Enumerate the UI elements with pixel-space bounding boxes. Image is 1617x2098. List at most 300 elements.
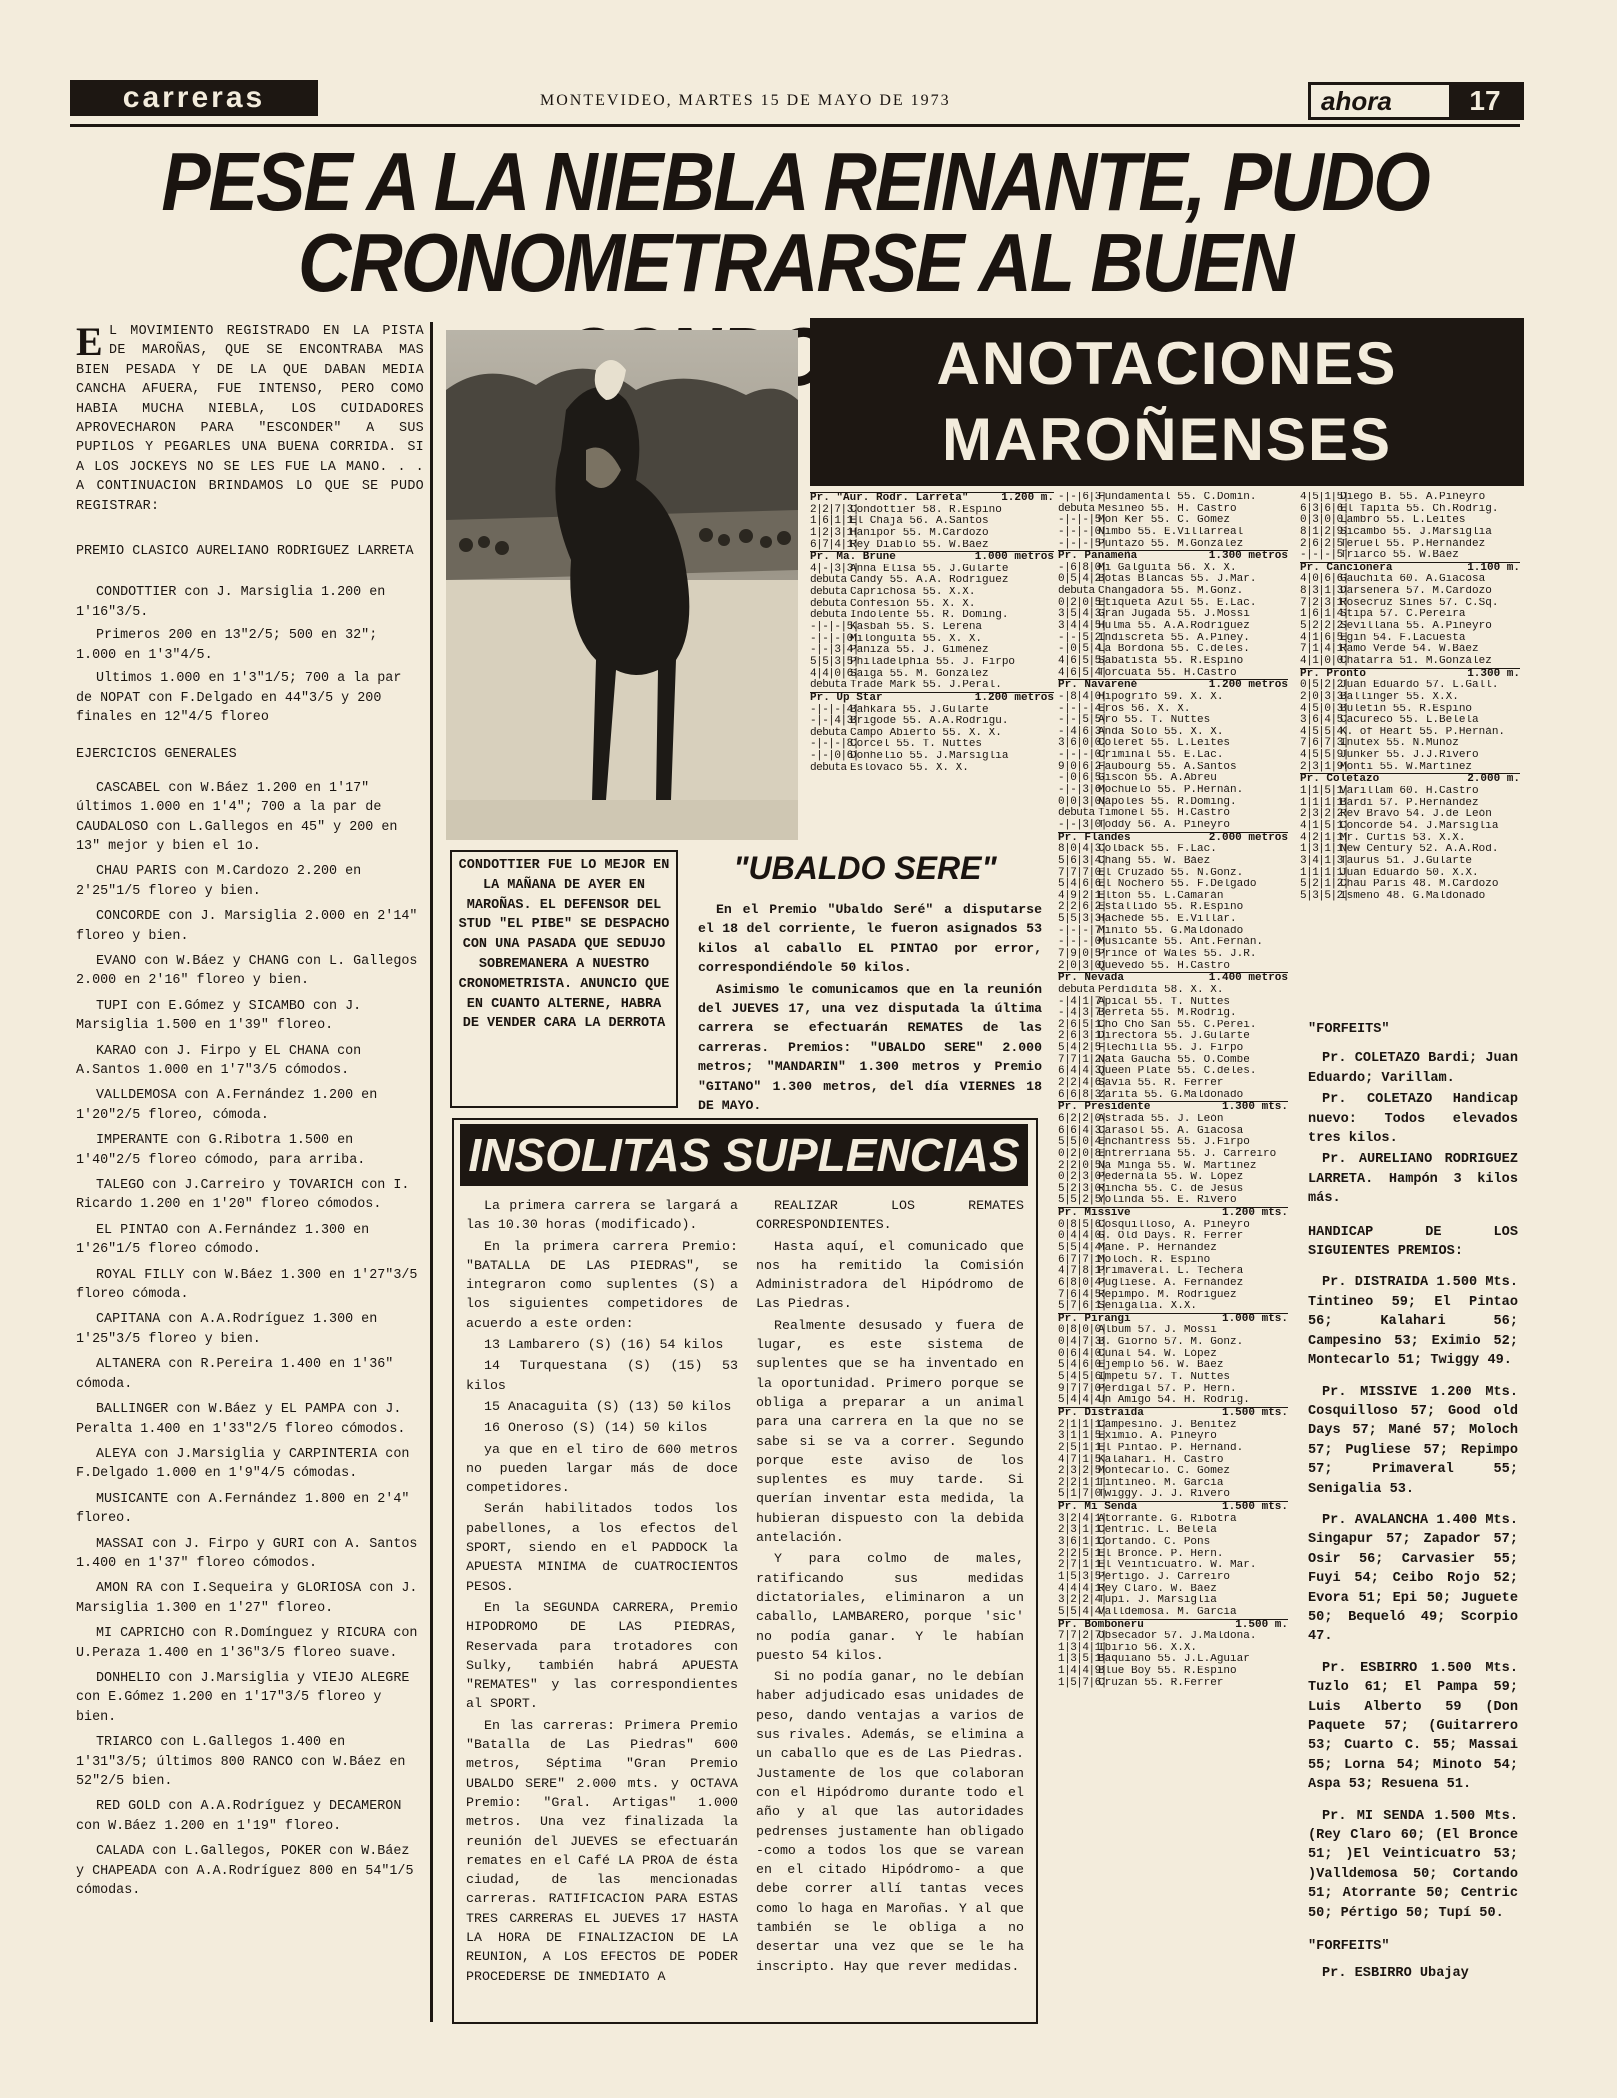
entry-form: 4|0|6|6| bbox=[1300, 573, 1349, 586]
entry-form: -|-|4|3| bbox=[810, 715, 859, 728]
ubaldo-body bbox=[698, 900, 1042, 1117]
entry-horse: Cortando. C. Pons bbox=[1098, 1537, 1211, 1549]
entry-horse: Fundamental 55. C.Domín. bbox=[1098, 492, 1257, 503]
entry-form: 4|1|6|5| bbox=[1300, 631, 1349, 644]
entry-form: -|0|6|5| bbox=[1058, 772, 1107, 785]
ejercicio-entry: AMON RA con I.Sequeira y GLORIOSA con J. Marsiglia 1.300 en 1'27" floreo. bbox=[76, 1581, 418, 1616]
entry-horse: Cacureco 55. L.Belela bbox=[1340, 715, 1479, 727]
entry-horse: Valldemosa. M. García bbox=[1098, 1606, 1237, 1618]
entry-horse: Corcel 55. T. Nuttes bbox=[850, 739, 983, 751]
race-entry bbox=[1300, 821, 1520, 833]
entry-form: 0|8|0|0| bbox=[1058, 1324, 1107, 1337]
race-distance: 1.500 m. bbox=[1235, 1618, 1288, 1631]
entry-form: 5|2|1|2| bbox=[1300, 878, 1349, 891]
entry-horse: Juan Eduardo 57. L.Gall. bbox=[1340, 680, 1499, 692]
entry-form: 2|5|1|1| bbox=[1058, 1441, 1107, 1454]
entry-form: 4|5|1|5| bbox=[1300, 492, 1349, 503]
entry-horse: Rosecruz Sines 57. C.Sq. bbox=[1340, 597, 1499, 609]
race-entry bbox=[810, 680, 1054, 692]
race-distance: 1.500 mts. bbox=[1221, 1406, 1288, 1419]
race-entry bbox=[1058, 1114, 1288, 1126]
entry-form: 3|6|0|0| bbox=[1058, 737, 1107, 750]
entry-horse: Tintineo. M. García bbox=[1098, 1477, 1224, 1489]
entry-horse: Ismeno 48. G.Maldonado bbox=[1340, 890, 1486, 902]
entry-horse: Impetu 57. T. Nuttes bbox=[1098, 1372, 1231, 1384]
entry-horse: B. Giorno 57. M. Gonz. bbox=[1098, 1337, 1244, 1349]
race-entry bbox=[810, 622, 1054, 634]
entry-horse: Chang 55. W. Báez bbox=[1098, 855, 1211, 867]
entry-horse: Rev Bravo 54. J.de León bbox=[1340, 809, 1492, 821]
entry-horse: Timonel 55. H.Castro bbox=[1098, 808, 1231, 820]
insolitas-paragraph: ya que en el tiro de 600 metros no pueden largar más de doce competidores. bbox=[466, 1441, 738, 1496]
entry-form: debuta bbox=[1058, 502, 1095, 515]
entry-form: debuta bbox=[810, 679, 847, 692]
entry-form: 9|7|7|0| bbox=[1058, 1382, 1107, 1395]
anotaciones-banner bbox=[810, 318, 1524, 486]
race-entry bbox=[1058, 1301, 1288, 1313]
insolitas-paragraph: Realmente desusado y fuera de lugar, es este sistema de suplentes que se ha inventado en la oportunidad. Primero porque se obliga a preparar a un animal para una carrera en la que no se sabe si se va a correr. Segundo porque este aviso de los suplentes es muy tarde. Si querían inventar esta medida, la hubieran dispuesto con la debida antelación. bbox=[756, 1317, 1024, 1546]
entry-form: 4|6|5|4| bbox=[1058, 666, 1107, 679]
race-distance: 1.500 mts. bbox=[1221, 1501, 1288, 1514]
entry-horse: Stipa 57. C.Pereira bbox=[1340, 609, 1466, 621]
race-entry bbox=[1058, 1090, 1288, 1102]
insolitas-paragraph: La primera carrera se largará a las 10.30 horas (modificado). bbox=[466, 1198, 738, 1233]
entry-form: debuta bbox=[810, 726, 847, 739]
entry-form: -|-|5|5| bbox=[1058, 714, 1107, 727]
entry-form: 5|5|0|4| bbox=[1058, 1136, 1107, 1149]
entry-horse: Confesión 55. X. X. bbox=[850, 598, 976, 610]
entry-form: 5|6|3|4| bbox=[1058, 854, 1107, 867]
entry-horse: Hulma 55. A.A.Rodríguez bbox=[1098, 621, 1250, 633]
entry-form: -|-|-|0| bbox=[1058, 749, 1107, 762]
entry-horse: Mochuelo 55. P.Hernán. bbox=[1098, 785, 1244, 797]
entry-form: 0|2|0|8| bbox=[1058, 1147, 1107, 1160]
entry-form: 4|1|0|0| bbox=[1300, 654, 1349, 667]
race-name: Pr. Distraida bbox=[1058, 1406, 1144, 1419]
race-entry bbox=[1058, 820, 1288, 832]
dropcap: E bbox=[76, 319, 103, 364]
ejercicio-entry: ALTANERA con R.Pereira 1.400 en 1'36" cómoda. bbox=[76, 1357, 394, 1392]
entry-form: debuta bbox=[1058, 983, 1095, 996]
race-distance: 2.000 m. bbox=[1467, 773, 1520, 786]
entry-horse: Atorrante. G. Ribotra bbox=[1098, 1513, 1237, 1525]
entry-form: 7|9|0|5| bbox=[1058, 947, 1107, 960]
insolitas-paragraph: 15 Anacaguita (S) (13) 50 kilos bbox=[484, 1398, 732, 1414]
entry-horse: Chatarra 51. M.González bbox=[1340, 655, 1492, 667]
forfeits-entry: Pr. AURELIANO RODRIGUEZ LARRETA. Hampón 3 kilos más. bbox=[1308, 1152, 1518, 1207]
entry-form: 5|5|4|4| bbox=[1058, 1242, 1107, 1254]
entry-form: 4|7|1|5| bbox=[1058, 1453, 1107, 1466]
race-entry bbox=[1300, 656, 1520, 668]
race-name: Pr. Pirangi bbox=[1058, 1312, 1131, 1325]
race-entry bbox=[1058, 1395, 1288, 1407]
entry-horse: Entrerriana 55. J. Carreiro bbox=[1098, 1148, 1277, 1160]
insolitas-paragraph: Hasta aquí, el comunicado que nos ha remitido la Comisión Administradora del Hipódromo de Las Piedras. bbox=[756, 1238, 1024, 1312]
entry-form: 1|1|1|1| bbox=[1300, 866, 1349, 879]
entry-form: -|-|-|7| bbox=[1058, 924, 1107, 937]
entry-form: 2|0|3|0| bbox=[1058, 959, 1107, 972]
entry-form: 6|6|4|3| bbox=[1058, 1124, 1107, 1137]
entry-form: -|-|-|0| bbox=[810, 632, 859, 645]
race-name: Pr. Cancionera bbox=[1300, 561, 1393, 574]
entry-horse: Cuñal 54. W. López bbox=[1098, 1348, 1217, 1360]
entry-form: 0|5|2|2| bbox=[1300, 679, 1349, 692]
ejercicio-entry: ROYAL FILLY con W.Báez 1.300 en 1'27"3/5 floreo cómoda. bbox=[76, 1267, 418, 1303]
race-entry bbox=[1058, 492, 1288, 504]
entry-horse: Donhelio 55. J.Marsiglia bbox=[850, 751, 1009, 763]
entry-horse: Condottier 58. R.Espino bbox=[850, 504, 1002, 516]
entry-horse: Senigalia. X.X. bbox=[1098, 1301, 1198, 1313]
entry-horse: Saiga 55. M. González bbox=[850, 668, 989, 680]
entry-form: -|-|-|5| bbox=[1058, 514, 1107, 527]
entry-form: 0|2|3|0| bbox=[1058, 1171, 1107, 1184]
insolitas-column-2 bbox=[756, 1196, 1024, 1978]
entry-horse: Minito 55. G.Maldonado bbox=[1098, 925, 1244, 937]
entry-horse: Etiqueta Azul 55. E.Lac. bbox=[1098, 597, 1257, 609]
race-entry bbox=[1058, 1243, 1288, 1255]
entry-horse: Brigode 55. A.A.Rodrigu. bbox=[850, 716, 1009, 728]
entry-horse: New Century 52. A.A.Rod. bbox=[1340, 844, 1499, 856]
entry-horse: Nápoles 55. R.Doming. bbox=[1098, 796, 1237, 808]
entry-horse: Juan Eduardo 50. X.X. bbox=[1340, 867, 1479, 879]
race-name: Pr. Pronto bbox=[1300, 667, 1367, 680]
entry-horse: Blue Boy 55. R.Espino bbox=[1098, 1666, 1237, 1678]
race-distance: 1.200 m. bbox=[1001, 492, 1054, 504]
entry-horse: Anna Elisa 55. J.Gularte bbox=[850, 563, 1009, 575]
entry-form: -|-|0|6| bbox=[810, 750, 859, 763]
race-column-1 bbox=[810, 492, 1054, 774]
dateline: MONTEVIDEO, MARTES 15 DE MAYO DE 1973 bbox=[540, 92, 951, 109]
entry-form: 7|7|2|7| bbox=[1058, 1630, 1107, 1643]
entry-form: 4|-|3|3| bbox=[810, 562, 859, 575]
entry-horse: Quevedo 55. H.Castro bbox=[1098, 960, 1231, 972]
entry-horse: El Chajá 56. A.Santos bbox=[850, 516, 989, 528]
entry-horse: Pértigo. J. Carreiro bbox=[1098, 1571, 1231, 1583]
race-entry bbox=[1058, 1372, 1288, 1384]
entry-horse: Cruzan 55. R.Ferrer bbox=[1098, 1677, 1224, 1689]
entry-form: -|-|6|3| bbox=[1058, 492, 1107, 503]
entry-horse: Darsenera 57. M.Cardozo bbox=[1340, 586, 1492, 598]
entry-form: -|-|-|5| bbox=[810, 621, 859, 634]
ejercicio-entry: MASSAI con J. Firpo y GURI con A. Santos 1.400 en 1'37" floreo cómodos. bbox=[76, 1536, 418, 1571]
race-name: Pr. Ma. Brune bbox=[810, 551, 896, 564]
race-entry bbox=[1058, 1489, 1288, 1501]
entry-form: 5|4|2|5| bbox=[1058, 1042, 1107, 1055]
race-entry bbox=[1300, 891, 1520, 903]
race-header bbox=[810, 692, 1054, 705]
left-article bbox=[76, 319, 424, 1900]
entry-form: 4|5|5|4| bbox=[1300, 725, 1349, 738]
race-distance: 1.300 metros bbox=[1208, 550, 1288, 563]
entry-form: 6|2|2|0| bbox=[1058, 1112, 1107, 1125]
ejercicio-entry: DONHELIO con J.Marsiglia y VIEJO ALEGRE con E.Gómez 1.200 en 1'17"3/5 floreo y bien. bbox=[76, 1670, 410, 1725]
insolitas-paragraph: 16 Oneroso (S) (14) 50 kilos bbox=[484, 1420, 708, 1436]
race-entry bbox=[1058, 539, 1288, 551]
entry-form: -|-|3|0| bbox=[1058, 818, 1107, 831]
forfeits-entry: Pr. ESBIRRO Ubajay bbox=[1322, 1966, 1469, 1982]
entry-horse: Buletín 55. R.Espino bbox=[1340, 703, 1473, 715]
entry-form: -|0|5|4| bbox=[1058, 643, 1107, 656]
entry-horse: Mon Ker 55. C. Gómez bbox=[1098, 515, 1231, 527]
race-entry bbox=[1300, 492, 1520, 504]
insolitas-paragraph: 14 Turquestana (S) (15) 53 kilos bbox=[466, 1358, 738, 1393]
entry-form: 7|6|4|5| bbox=[1058, 1288, 1107, 1301]
entry-horse: Triarco 55. W.Báez bbox=[1340, 550, 1459, 562]
race-entry bbox=[1300, 856, 1520, 868]
race-name: Pr. Missive bbox=[1058, 1207, 1131, 1220]
insolitas-paragraph: En las carreras: Primera Premio "Batalla de Las Piedras" 600 metros, Séptima "Gran Premio UBALDO SERE" 2.000 mts. y OCTAVA Premio: "Gral. Artigas" 1.000 metros. Una vez finalizada la reunión del JUEVES se efectuarán remates en el Café LA PROA de ésta ciudad, de las mencionadas carreras. RATIFICACION PARA ESTAS TRES CARRERAS EL JUEVES 17 HASTA LA HORA DE FINALIZACION DE LA REUNION, A LOS EFECTOS DE PODER PROCEDERSE DE INMEDIATO A bbox=[466, 1717, 738, 1984]
entry-form: 7|1|4|1| bbox=[1300, 643, 1349, 656]
entry-horse: Primaveral. L. Techera bbox=[1098, 1266, 1244, 1278]
entry-horse: Zarita 55. G.Maldonado bbox=[1098, 1089, 1244, 1101]
entry-form: 1|1|1|1| bbox=[1300, 796, 1349, 809]
entry-form: 1|1|5|1| bbox=[1300, 785, 1349, 798]
entry-form: 6|8|0|4| bbox=[1058, 1276, 1107, 1289]
entry-form: 6|3|6|6| bbox=[1300, 502, 1349, 515]
column-rule bbox=[430, 322, 433, 2022]
entry-horse: Pedernala 55. W. López bbox=[1098, 1172, 1244, 1184]
entry-horse: Kalahari. H. Castro bbox=[1098, 1454, 1224, 1466]
entry-form: 2|3|2|5| bbox=[1058, 1465, 1107, 1478]
race-header bbox=[1058, 550, 1288, 563]
entry-horse: Eximio. A. Piñeyro bbox=[1098, 1431, 1217, 1443]
race-distance: 1.100 m. bbox=[1467, 561, 1520, 574]
entry-form: debuta bbox=[810, 574, 847, 587]
entry-horse: Elton 55. L.Camarán bbox=[1098, 890, 1224, 902]
entry-form: 0|0|3|0| bbox=[1058, 795, 1107, 808]
brand-name: ahora bbox=[1321, 86, 1392, 116]
entry-horse: Puntazo 55. M.González bbox=[1098, 538, 1244, 550]
entry-horse: Toddy 56. A. Piñeyro bbox=[1098, 819, 1231, 831]
entry-horse: Centric. L. Belela bbox=[1098, 1525, 1217, 1537]
entry-horse: Berreta 55. M.Rodríg. bbox=[1098, 1008, 1237, 1020]
ejercicio-entry: RED GOLD con A.A.Rodríguez y DECAMERON con W.Báez 1.200 en 1'19" floreo. bbox=[76, 1799, 402, 1834]
entry-form: 8|0|4|3| bbox=[1058, 843, 1107, 856]
entry-form: 5|4|6|6| bbox=[1058, 878, 1107, 891]
entry-form: 3|4|4|5| bbox=[1058, 620, 1107, 633]
entry-horse: Concorde 54. J.Marsiglia bbox=[1340, 820, 1499, 832]
handicap-list bbox=[1308, 1273, 1518, 1923]
entry-form: 5|2|2|2| bbox=[1300, 620, 1349, 633]
entry-form: 4|2|1|1| bbox=[1300, 831, 1349, 844]
ejercicio-entry: CAPITANA con A.A.Rodríguez 1.300 en 1'25"3/5 floreo y bien. bbox=[76, 1312, 378, 1347]
race-entry bbox=[1058, 1195, 1288, 1207]
entry-horse: Gauchita 60. A.Giacosa bbox=[1340, 574, 1486, 586]
entry-horse: Aro 55. T. Nuttes bbox=[1098, 715, 1211, 727]
entry-form: 7|6|7|3| bbox=[1300, 737, 1349, 750]
race-distance: 2.000 metros bbox=[1208, 831, 1288, 844]
entry-form: 1|2|3|1| bbox=[810, 526, 859, 539]
entry-horse: Ballinger 55. X.X. bbox=[1340, 691, 1459, 703]
entry-horse: Trade Mark 55. J.Peral. bbox=[850, 680, 1002, 692]
entry-form: 2|2|0|5| bbox=[1058, 1159, 1107, 1172]
entry-horse: Mesineo 55. H. Castro bbox=[1098, 503, 1237, 515]
race-entry bbox=[1058, 949, 1288, 961]
entry-horse: Pugliese. A. Fernández bbox=[1098, 1277, 1244, 1289]
entry-horse: Indolente 55. R. Doming. bbox=[850, 610, 1009, 622]
entry-form: 2|6|3|1| bbox=[1058, 1030, 1107, 1043]
entry-form: 5|7|6|1| bbox=[1058, 1300, 1107, 1313]
entry-horse: Milonguita 55. X. X. bbox=[850, 633, 983, 645]
entry-horse: Teruel 55. P.Hernández bbox=[1340, 538, 1486, 550]
entry-form: 8|1|2|9| bbox=[1300, 525, 1349, 538]
race-distance: 1.200 mts. bbox=[1221, 1207, 1288, 1220]
entry-form: 2|2|1|1| bbox=[1058, 1476, 1107, 1489]
entry-horse: K. of Heart 55. P.Hernán. bbox=[1340, 726, 1506, 738]
entry-form: 5|4|5|6| bbox=[1058, 1371, 1107, 1384]
entry-form: -|-|-|4| bbox=[810, 703, 859, 716]
race-entry bbox=[1058, 692, 1288, 704]
entry-horse: Kasbah 55. S. Lerena bbox=[850, 622, 983, 634]
race-entry bbox=[1058, 668, 1288, 680]
entry-form: debuta bbox=[810, 586, 847, 599]
race-name: Pr. Flandes bbox=[1058, 831, 1131, 844]
entry-form: -|4|6|3| bbox=[1058, 725, 1107, 738]
race-entry bbox=[810, 528, 1054, 540]
entry-horse: Sabatista 55. R.Espino bbox=[1098, 655, 1244, 667]
entry-form: 5|4|4|4| bbox=[1058, 1394, 1107, 1407]
entry-form: 1|6|1|4| bbox=[1300, 608, 1349, 621]
race-entry bbox=[1300, 692, 1520, 704]
entry-form: debuta bbox=[810, 597, 847, 610]
race-entry bbox=[1058, 785, 1288, 797]
entry-horse: Campesino. J. Benítez bbox=[1098, 1419, 1237, 1431]
race-distance: 1.300 mts. bbox=[1221, 1101, 1288, 1114]
entry-horse: Yolinda 55. E. Rivero bbox=[1098, 1195, 1237, 1207]
race-entry bbox=[810, 657, 1054, 669]
entry-form: 6|7|7|1| bbox=[1058, 1253, 1107, 1266]
race-entry bbox=[1058, 656, 1288, 668]
photo-caption: CONDOTTIER FUE LO MEJOR EN LA MAÑANA DE AYER EN MAROÑAS. EL DEFENSOR DEL STUD "EL PIBE" SE DESPACHO CON UNA PASADA QUE SEDUJO SOBREMANERA A NUESTRO CRONOMETRISTA. ANUNCIO QUE EN CUANTO ALTERNE, HABRA DE VENDER CARA LA DERROTA bbox=[450, 850, 678, 1108]
entry-horse: Apical 55. T. Nuttes bbox=[1098, 996, 1231, 1008]
entry-form: 3|5|4|3| bbox=[1058, 608, 1107, 621]
insolitas-paragraph: En la primera carrera Premio: "BATALLA DE LAS PIEDRAS", se integraron como suplentes (S) a los siguientes competidores de acuerdo a este orden: bbox=[466, 1238, 738, 1331]
ejercicio-entry: TUPI con E.Gómez y SICAMBO con J. Marsiglia 1.500 en 1'39" floreo. bbox=[76, 998, 362, 1034]
entry-form: 2|3|2|2| bbox=[1300, 808, 1349, 821]
entry-form: 5|3|5|2| bbox=[1300, 889, 1349, 902]
entry-form: 6|6|8|3| bbox=[1058, 1088, 1107, 1101]
premio-paragraph: Primeros 200 en 13"2/5; 500 en 32"; 1.000 en 1'3"4/5. bbox=[76, 628, 378, 663]
race-name: Pr. Nevada bbox=[1058, 972, 1125, 985]
entry-horse: Album 57. J. Mossi bbox=[1098, 1325, 1217, 1337]
entry-horse: Criminal 55. E.Lac. bbox=[1098, 750, 1224, 762]
race-entry bbox=[810, 540, 1054, 552]
ejercicio-entry: CHAU PARIS con M.Cardozo 2.200 en 2'25"1/5 floreo y bien. bbox=[76, 864, 362, 899]
entry-form: 5|1|7|0| bbox=[1058, 1488, 1107, 1501]
entry-horse: El Veinticuatro. W. Mar. bbox=[1098, 1560, 1257, 1572]
entry-horse: El Bronce. P. Hern. bbox=[1098, 1548, 1224, 1560]
ejercicios-heading: EJERCICIOS GENERALES bbox=[76, 747, 237, 763]
entry-horse: Hanipor 55. M.Cardozo bbox=[850, 527, 989, 539]
entry-form: 1|5|3|5| bbox=[1058, 1570, 1107, 1583]
race-name: Pr. "Aur. Rodr. Larreta" bbox=[810, 492, 969, 504]
entry-horse: Flechilla 55. J. Firpo bbox=[1098, 1043, 1244, 1055]
entry-horse: Astrada 55. J. León bbox=[1098, 1113, 1224, 1125]
race-entry bbox=[1300, 786, 1520, 798]
entry-form: 4|5|5|9| bbox=[1300, 749, 1349, 762]
entry-horse: Junker 55. J.J.Rivero bbox=[1340, 750, 1479, 762]
entry-form: 4|4|0|6| bbox=[810, 667, 859, 680]
ejercicio-entry: TRIARCO con L.Gallegos 1.400 en 1'31"3/5; últimos 800 RANCO con W.Báez en 52"2/5 bien. bbox=[76, 1735, 406, 1789]
entry-form: 7|2|3|1| bbox=[1300, 596, 1349, 609]
entry-horse: Prince of Wales 55. J.R. bbox=[1098, 948, 1257, 960]
entry-horse: La Bordona 55. C.deles. bbox=[1098, 644, 1250, 656]
entry-horse: Pérdigal 57. P. Hern. bbox=[1098, 1383, 1237, 1395]
entry-horse: Queen Plate 55. C.deles. bbox=[1098, 1066, 1257, 1078]
entry-form: debuta bbox=[1058, 585, 1095, 598]
race-entry bbox=[1058, 1043, 1288, 1055]
entry-horse: Eslovaco 55. X. X. bbox=[850, 762, 969, 774]
entry-form: 2|2|5|1| bbox=[1058, 1547, 1107, 1560]
entry-form: 4|9|2|1| bbox=[1058, 889, 1107, 902]
ejercicio-entry: ALEYA con J.Marsiglia y CARPINTERIA con F.Delgado 1.000 en 1'9"4/5 cómodas. bbox=[76, 1446, 410, 1482]
race-entry bbox=[1058, 1572, 1288, 1584]
entry-horse: Mané. P. Hernández bbox=[1098, 1243, 1217, 1254]
entry-horse: Torcuata 55. H.Castro bbox=[1098, 667, 1237, 679]
entry-horse: Monti 55. W.Martínez bbox=[1340, 761, 1473, 773]
entry-form: 0|2|0|5| bbox=[1058, 596, 1107, 609]
race-entry bbox=[1300, 527, 1520, 539]
entry-form: 2|6|5|1| bbox=[1058, 1018, 1107, 1031]
entry-form: -|-|-|5| bbox=[1300, 549, 1349, 562]
entry-horse: Cosquilloso, A. Piñeyro bbox=[1098, 1219, 1250, 1231]
race-entry bbox=[1300, 621, 1520, 633]
entry-horse: Cho Cho San 55. C.Perei. bbox=[1098, 1019, 1257, 1031]
entry-form: 5|5|3|3| bbox=[1058, 913, 1107, 926]
race-entry bbox=[1058, 1443, 1288, 1455]
premio-heading: PREMIO CLASICO AURELIANO RODRIGUEZ LARRETA bbox=[76, 544, 414, 560]
anotaciones-title-2: MAROÑENSES bbox=[941, 406, 1393, 473]
entry-horse: Tupí. J. Marsiglia bbox=[1098, 1595, 1217, 1607]
entry-horse: El Cruzado 55. N.Gonz. bbox=[1098, 867, 1244, 879]
handicap-entry: Pr. AVALANCHA 1.400 Mts. Singapur 57; Zapador 57; Osir 56; Carvasier 55; Fuyi 54; Ceibo Rojo 52; Evora 51; Epi 50; Juguete 50; Bequeló 49; Scorpio 47. bbox=[1308, 1512, 1518, 1645]
insolitas-paragraph: En la SEGUNDA CARRERA, Premio HIPODROMO DE LAS PIEDRAS, Reservada para trotadores con Sulky, también habrá APUESTA "REMATES" y las correspondientes al SPORT. bbox=[466, 1599, 738, 1712]
ubaldo-paragraph: Asimismo le comunicamos que en la reunión del JUEVES 17, una vez disputada la última carrera se efectuarán REMATES de las carreras. Premios: "UBALDO SERE" 2.000 metros; "MANDARIN" 1.300 metros y Premio "GITANO" 1.300 metros, del día VIERNES 18 DE MAYO. bbox=[698, 981, 1042, 1114]
entry-form: 4|6|5|5| bbox=[1058, 654, 1107, 667]
insolitas-paragraph: Serán habilitados todos los pabellones, a los efectos del SPORT, siendo en el PADDOCK la APUESTA MINIMA de CUATROCIENTOS PESOS. bbox=[466, 1501, 738, 1594]
entry-form: 4|5|0|3| bbox=[1300, 702, 1349, 715]
entry-form: -|4|3|7| bbox=[1058, 1007, 1107, 1020]
entry-form: -|-|3|4| bbox=[810, 644, 859, 657]
race-entry bbox=[1058, 1149, 1288, 1161]
entry-horse: Hachede 55. E.Villar. bbox=[1098, 914, 1237, 926]
entry-form: 1|3|5|1| bbox=[1058, 1653, 1107, 1666]
ejercicio-entry: MI CAPRICHO con R.Domínguez y RICURA con U.Peraza 1.400 en 1'36"3/5 floreo suave. bbox=[76, 1626, 418, 1661]
race-name: Pr. Bomboneru bbox=[1058, 1618, 1144, 1631]
entry-form: 2|3|1|9| bbox=[1300, 760, 1349, 773]
entry-form: -|-|-|0| bbox=[1058, 936, 1107, 949]
entry-horse: Eros 56. X. X. bbox=[1098, 703, 1191, 715]
premio-paragraph: Ultimos 1.000 en 1'3"1/5; 700 a la par de NOPAT con F.Delgado en 44"3/5 y 200 finales en 12"4/5 floreo bbox=[76, 671, 402, 725]
insolitas-title: INSOLITAS SUPLENCIAS bbox=[460, 1124, 1028, 1186]
entry-form: 3|6|1|1| bbox=[1058, 1536, 1107, 1549]
entry-form: -|-|-|5| bbox=[1058, 537, 1107, 550]
entry-horse: Faubourg 55. A.Santos bbox=[1098, 761, 1237, 773]
entry-horse: Coleret 55. L.Leites bbox=[1098, 738, 1231, 750]
header-rule bbox=[70, 124, 1520, 127]
entry-horse: Caprichosa 55. X.X. bbox=[850, 587, 976, 599]
handicap-heading: HANDICAP DE LOS SIGUIENTES PREMIOS: bbox=[1308, 1224, 1518, 1260]
race-entry bbox=[1058, 914, 1288, 926]
race-header bbox=[1058, 1501, 1288, 1514]
newspaper-brand bbox=[1308, 82, 1524, 120]
entry-form: -|-|-|4| bbox=[1058, 702, 1107, 715]
insolitas-column-1 bbox=[466, 1196, 738, 1988]
race-name: Pr. Panameña bbox=[1058, 550, 1138, 563]
entry-horse: Bardi 57. P.Hernández bbox=[1340, 797, 1479, 809]
entry-horse: Mi Galguita 56. X. X. bbox=[1098, 562, 1237, 574]
entry-form: debuta bbox=[810, 609, 847, 622]
